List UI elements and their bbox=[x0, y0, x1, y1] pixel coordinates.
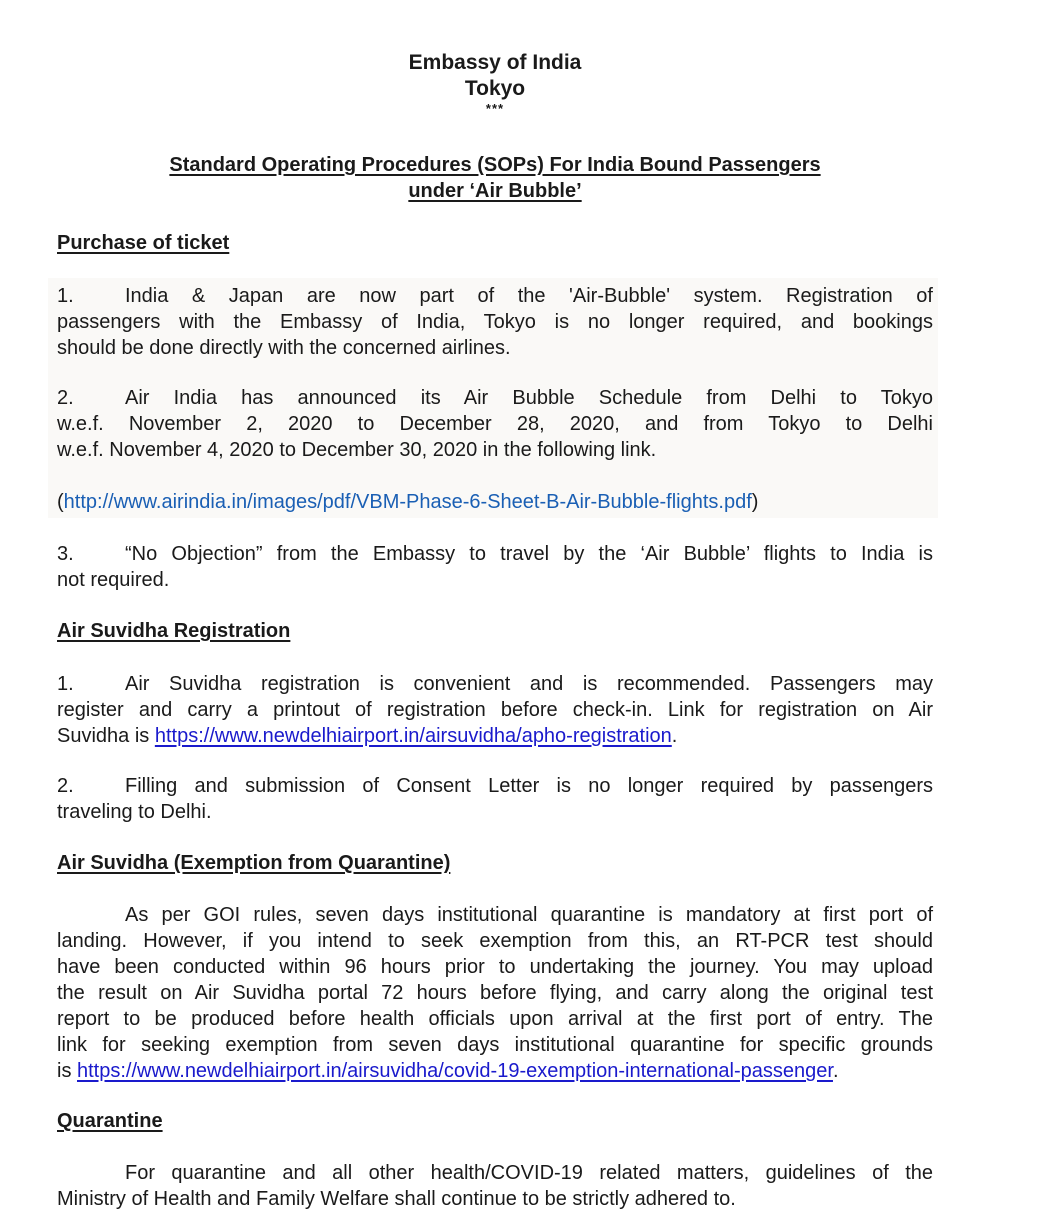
purchase-item-2: 2. Air India has announced its Air Bubble Schedule from Delhi to Tokyo w.e.f. November 2, 2020 to December 28, 2020, and from Tokyo to Delhi w.e.f. November 4, 2020 to December 30, 2020 in the following link. bbox=[57, 387, 933, 461]
purchase-item-3: 3. “No Objection” from the Embassy to travel by the ‘Air Bubble’ flights to India is not required. bbox=[57, 543, 933, 591]
document-title-line2: under ‘Air Bubble’ bbox=[408, 180, 582, 202]
heading-quarantine: Quarantine bbox=[57, 1110, 163, 1132]
item-number: 1. bbox=[57, 673, 74, 695]
item-number: 2. bbox=[57, 775, 74, 797]
item-number: 2. bbox=[57, 387, 74, 409]
exemption-link[interactable]: https://www.newdelhiairport.in/airsuvidha/covid-19-exemption-international-passenger bbox=[77, 1060, 833, 1082]
heading-purchase-of-ticket: Purchase of ticket bbox=[57, 232, 230, 254]
exemption-paragraph: As per GOI rules, seven days institutional quarantine is mandatory at first port of landing. However, if you intend to seek exemption from this, an RT-PCR test should have been conducted within 96 hours prior to undertaking the journey. You may upload the result on Air Suvidha portal 72 hours before flying, and carry along the original test report to be produced before health officials upon arrival at the first port of entry. The link for seeking exemption from seven days institutional quarantine for specific grounds is https://www.newdelhiairport.in/airsuvidha/covid-19-exemption-international-passenger. bbox=[57, 904, 933, 1082]
embassy-name: Embassy of India bbox=[408, 51, 582, 74]
separator-stars: *** bbox=[485, 101, 505, 116]
item-number: 1. bbox=[57, 285, 74, 307]
registration-item-1: 1. Air Suvidha registration is convenient and is recommended. Passengers may register and carry a printout of registration before check-in. Link for registration on Air Suvidha is https://www.newdelhiairport.in/airsuvidha/apho-registration. bbox=[57, 673, 933, 747]
quarantine-paragraph: For quarantine and all other health/COVID-19 related matters, guidelines of the Ministry of Health and Family Welfare shall continue to be strictly adhered to. bbox=[57, 1162, 933, 1210]
heading-air-suvidha-registration: Air Suvidha Registration bbox=[57, 620, 291, 642]
airindia-schedule-link-line: (http://www.airindia.in/images/pdf/VBM-Phase-6-Sheet-B-Air-Bubble-flights.pdf) bbox=[57, 491, 759, 513]
registration-item-2: 2. Filling and submission of Consent Letter is no longer required by passengers traveling to Delhi. bbox=[57, 775, 933, 823]
apho-registration-link[interactable]: https://www.newdelhiairport.in/airsuvidha/apho-registration bbox=[154, 725, 672, 747]
item-number: 3. bbox=[57, 543, 74, 565]
airindia-schedule-link[interactable]: http://www.airindia.in/images/pdf/VBM-Phase-6-Sheet-B-Air-Bubble-flights.pdf bbox=[63, 491, 752, 513]
embassy-city: Tokyo bbox=[464, 77, 526, 100]
purchase-item-1: 1. India & Japan are now part of the 'Air-Bubble' system. Registration of passengers with the Embassy of India, Tokyo is no longer required, and bookings should be done directly with the concerned airlines. bbox=[57, 285, 933, 359]
document-title-line1: Standard Operating Procedures (SOPs) For India Bound Passengers bbox=[169, 154, 821, 176]
heading-exemption-from-quarantine: Air Suvidha (Exemption from Quarantine) bbox=[57, 852, 451, 874]
